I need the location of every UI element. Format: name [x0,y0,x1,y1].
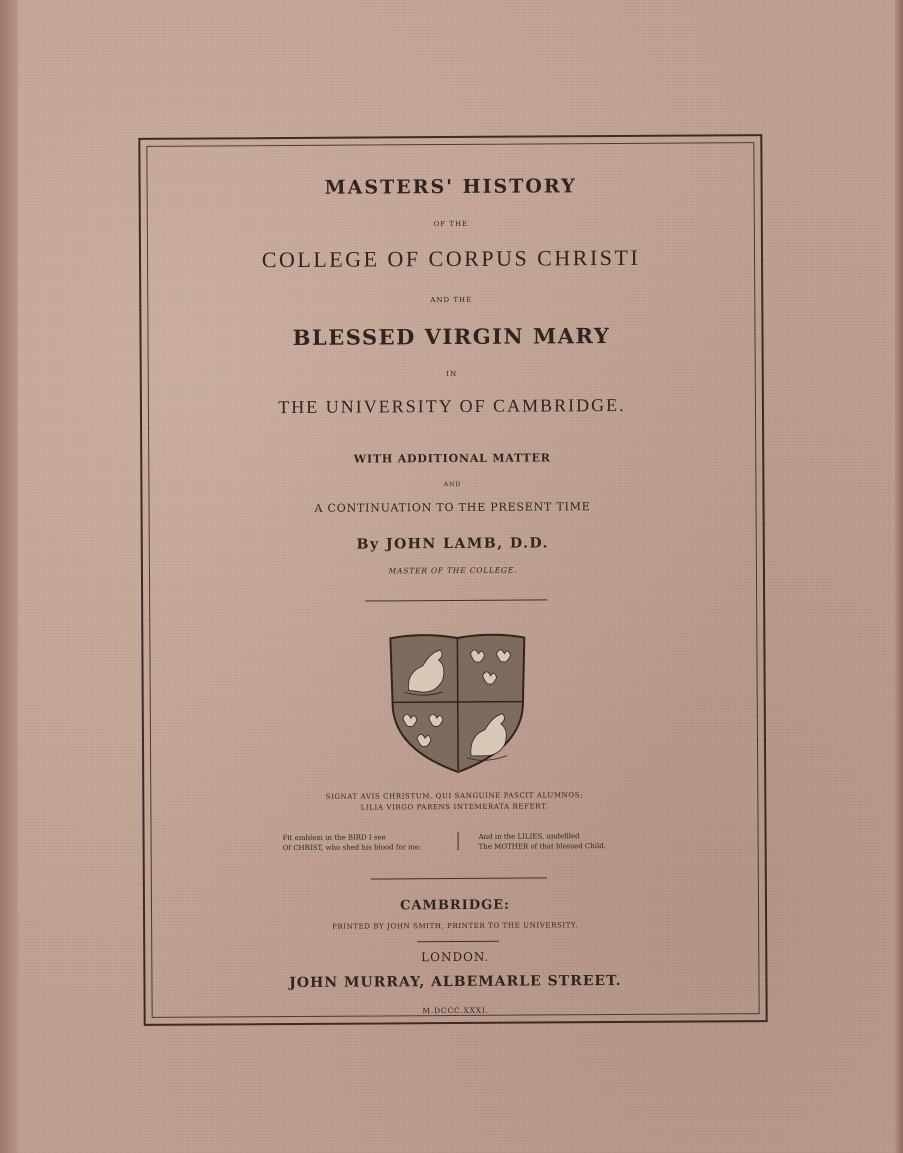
university-name: THE UNIVERSITY OF CAMBRIDGE. [278,394,626,418]
verse-right-line-1: And in the LILIES, undefiled [478,832,580,841]
additional-matter: WITH ADDITIONAL MATTER [353,451,551,466]
imprint-city: CAMBRIDGE: [400,897,510,914]
title-page-content [140,136,765,1024]
connector-of-the: OF THE [433,219,469,229]
college-coat-of-arms-icon [386,632,529,775]
divider-rule-2 [371,877,547,879]
publication-year: M.DCCC.XXXI. [422,1005,489,1016]
verse-right-line-2: The MOTHER of that blessed Child. [478,842,606,851]
divider-rule-1 [365,599,547,601]
author-role: MASTER OF THE COLLEGE. [388,565,518,576]
college-name: COLLEGE OF CORPUS CHRISTI [261,244,641,273]
latin-motto-line-2: LILIA VIRGO PARENS INTEMERATA REFERT. [360,802,549,812]
publisher: JOHN MURRAY, ALBEMARLE STREET. [289,972,622,992]
title-page-frame [138,134,767,1026]
verse-right [479,831,606,852]
spine-edge [0,0,18,1153]
verse-left [283,832,422,853]
verse-divider [458,832,459,850]
connector-and: AND [443,480,462,489]
imprint-printer: PRINTED BY JOHN SMITH, PRINTER TO THE UNIVERSITY. [332,921,579,931]
verse-left-line-2: Of CHRIST, who shed his blood for me: [282,843,422,853]
continuation: A CONTINUATION TO THE PRESENT TIME [314,500,591,515]
verse-left-line-1: Fit emblem in the BIRD I see [282,833,386,843]
latin-motto-line-1: SIGNAT AVIS CHRISTUM, QUI SANGUINE PASCIT ALUMNOS; [325,791,584,801]
cover-right-edge [895,0,903,1153]
imprint-london: LONDON. [421,949,490,965]
blessed-virgin-mary: BLESSED VIRGIN MARY [292,323,611,350]
main-title: MASTERS' HISTORY [324,175,577,199]
divider-rule-3 [417,941,499,943]
author: By JOHN LAMB, D.D. [356,535,550,553]
connector-and-the: AND THE [430,295,473,305]
connector-in: IN [446,369,458,379]
